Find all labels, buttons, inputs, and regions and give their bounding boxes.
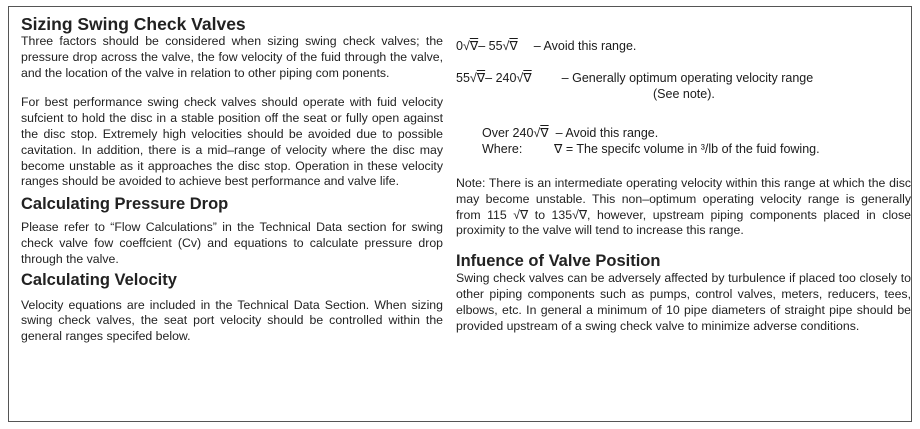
left-column	[21, 14, 443, 345]
performance-paragraph: For best performance swing check valves should operate with fuid velocity sufcient to hold the disc in a stable position off the seat or fully open against the disc stop. Extremely high velocities should be avoided due to possible cavitation. In addition, there is a mid–range of velocity where the disc may become unstable as it approaches the disc stop. Operation in these velocity ranges should be avoided to achieve best performance and valve life.	[21, 95, 443, 189]
range2-low-var: ∇	[476, 71, 486, 85]
section-title-sizing: Sizing Swing Check Valves	[21, 14, 246, 34]
heading-pressure-drop: Calculating Pressure Drop	[21, 195, 229, 214]
heading-valve-position: Infuence of Valve Position	[456, 252, 661, 271]
range1-high-var: ∇	[509, 39, 518, 53]
range2-see-note: (See note).	[653, 87, 715, 101]
where-definition	[456, 141, 911, 157]
note-paragraph: Note: There is an intermediate operating velocity within this range at which the disc may become unstable. This non–optimum operating velocity range is generally from 115 √∇ to 135√∇, however, upstream piping components placed in close proximity to the valve will tend to increase this range.	[456, 176, 911, 238]
valve-position-paragraph: Swing check valves can be adversely affected by turbulence if placed too closely to other piping components such as pumps, control valves, meters, reducers, tees, elbows, etc. In general a minimum of 10 pipe diameters of straight pipe should be provided upstream of a swing check valve to minimize adverse conditions.	[456, 271, 911, 333]
range3-low: Over 240√	[482, 126, 541, 140]
range1-low-var: ∇	[469, 39, 479, 53]
range3-desc: – Avoid this range.	[555, 126, 659, 140]
right-column	[456, 38, 911, 334]
range3-low-var: ∇	[540, 126, 549, 140]
range2-low: 55√	[456, 71, 477, 85]
where-label: Where:	[482, 142, 523, 156]
range2-high-var: ∇	[523, 71, 532, 85]
velocity-range-optimum	[456, 70, 911, 86]
range1-desc: – Avoid this range.	[533, 39, 637, 53]
velocity-range-avoid-low	[456, 38, 911, 54]
range2-sep: – 240√	[485, 71, 524, 85]
heading-velocity: Calculating Velocity	[21, 270, 177, 289]
where-desc: = The specifc volume in ³/lb of the fuid fowing.	[565, 142, 820, 156]
sizing-intro-paragraph: Three factors should be considered when sizing swing check valves; the pressure drop across the valve, the fow velocity of the fuid through the valve, and the location of the valve in relation to other piping com ponents.	[21, 34, 443, 80]
range1-low: 0√	[456, 39, 470, 53]
pressure-drop-paragraph: Please refer to “Flow Calculations” in the Technical Data section for swing check valve fow coeffcient (Cv) and equations to calculate pressure drop through the valve.	[21, 220, 443, 266]
where-symbol: ∇	[554, 142, 563, 156]
velocity-paragraph: Velocity equations are included in the Technical Data Section. When sizing swing check valves, the seat port velocity should be controlled within the general ranges specifed below.	[21, 297, 443, 344]
velocity-range-avoid-high	[456, 125, 911, 141]
range1-sep: – 55√	[478, 39, 510, 53]
range2-desc: – Generally optimum operating velocity range	[561, 71, 814, 85]
